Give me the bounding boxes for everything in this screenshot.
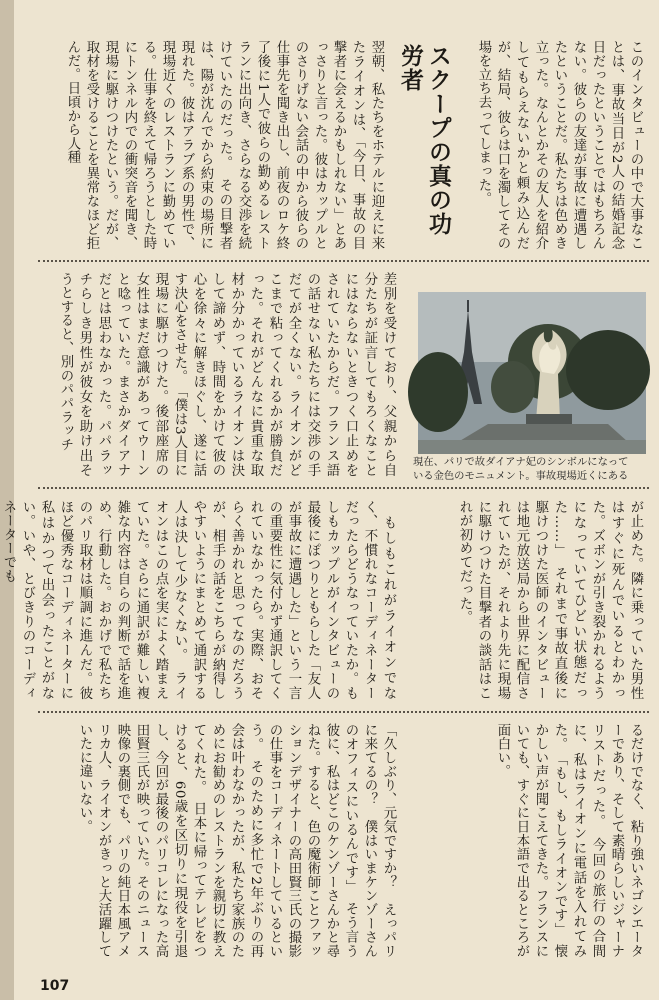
section-1-right-text: このインタビューの中で大事なことは、事故当日が2人の結婚記念日だったということではもちろんない。彼らの友達が事故に遭遇したということだ。私たちは色めき立った。なんとかその友人を紹介してもらえないかと頼み込んだが、結局、彼らは口を濁してその場を立ち去ってしまった。 [476, 40, 643, 250]
section-3-left-text: もしもこれがライオンでなく、不慣れなコーディネーターだったらどうなっていたか。もしもカップルがインタビューの最後にぽつりともらした「友人が事故に遭遇した」という一言の重要性に気付かず通訳してくれていなかったら。実際、おそらく善かれと思ってなのだろうが、相手の話をこちらが納得しやすいようにまとめて通訳する人は決して少なくない。 ライオンはこの点を実によく踏まえていた。さらに通訳が難しい複雑な内容は自らの判断で話を進め、行動した。おかげで私たちのパリ取材は順調に進んだ。彼ほど優秀なコーディネーターに私はかつて出会ったことがない。いや、とびきりのコーディネーターでも [1, 500, 396, 700]
page-number: 107 [40, 978, 70, 994]
section-4 [38, 723, 649, 958]
section-4-right-text: るだけでなく、粘り強いネゴシエーターであり、そして素晴らしいジャーナリストだった。 今回の旅行の合間に、私はライオンに電話を入れてみた。 「もし、もしライオンです」 懐かしい声が聞こえてきた。フランスにいても、すぐに日本語で出るところが面白い。 [495, 723, 643, 958]
section-divider [38, 711, 649, 713]
flame-monument-image [418, 292, 646, 454]
section-divider [38, 487, 649, 489]
section-divider [38, 260, 649, 262]
monument-photo [418, 292, 646, 454]
photo-caption [413, 455, 649, 483]
section-3-right-text: が止めた。隣に乗っていた男性はすぐに死んでいるとわかった。ズボンが引き裂かれるようになっていてひどい状態だった……」 それまで事故直後に駆けつけた医師のインタビューは地元放送局から世界に配信されていたが、それより先に現場に駆けつけた目撃者の談話はこれが初めてだった。 [457, 500, 643, 700]
caption-line-2: いる金色のモニュメント。事故現場近くにある [413, 470, 629, 482]
section-1 [38, 40, 649, 250]
section-2-text: 差別を受けており、父親から自分たちが証言してもろくなことにはならないときつく口止めをされていたからだ。フランス語の話せない私たちには交渉の手だてが全くない。ライオンがどこまで粘ってくれるかが勝負だった。それがどんなに貴重な取材か分かっているライオンは決して諦めず、時間をかけて彼の心を徐々に解きほぐし、遂に話す決心をさせた。 「僕は3人目に現場に駆けつけた。後部座席の女性はまだ意識があってウーンと唸っていた。まさかダイアナだとは思わなかった。パパラッチらしき男性が彼女を助け出そうとすると、別のパパラッチ [58, 272, 396, 477]
section-3 [1, 500, 649, 700]
page-headline: スクープの真の功労者 [397, 44, 451, 236]
section-4-left-text: 「久しぶり、元気ですか？ えっパリに来てるの？ 僕はいまケンゾーさんのオフィスにいるんです」 そう言う彼に、私はどこのケンゾーさんかと尋ねた。すると、色の魔術師ことファッションデザイナーの高田賢三氏の撮影の仕事をコーディネートしているという。 そのために多忙で2年ぶりの再会は叶わなかったが、私たち家族のためにお勧めのレストランを親切に教えてくれた。 日本に帰ってテレビをつけると、60歳を区切りに現役を引退し、今回が最後のパリコレになった高田賢三氏が映っていた。そのニュース映像の裏側でも、パリの純日本風アメリカ人、ライオンがきっと大活躍していたに違いない。 [77, 723, 396, 958]
caption-line-1: 現在、パリで故ダイアナ妃のシンボルになって [413, 456, 629, 468]
section-1-left-text: 翌朝、私たちをホテルに迎えに来たライオンは、「今日、事故の目撃者に会えるかもしれない」とあっさりと言った。彼はカップルとのさりげない会話の中から彼らの仕事先を聞き出し、前夜のロケ終了後に1人で彼らの勤めるレストランに出向き、さらなる交渉を続けていたのだった。 その目撃者は、陽が沈んでから約束の場所に現れた。彼はアラブ系の男性で、現場近くのレストランに勤めている。仕事を終えて帰ろうとした時にトンネル内での衝突音を聞き、現場に駆けつけたという。だが、取材を受けることを異常なほど拒んだ。日頃から人種 [65, 40, 384, 250]
